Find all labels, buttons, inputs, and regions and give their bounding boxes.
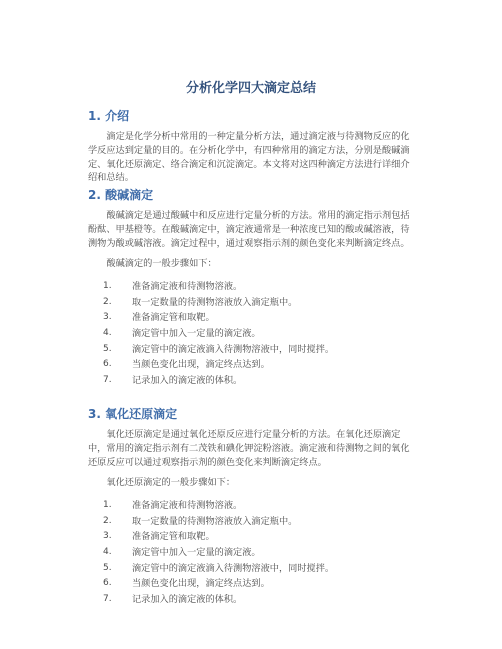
paragraph: 滴定是化学分析中常用的一种定量分析方法，通过滴定液与待测物反应的化学反应达到定量的目的。在分析化学中，有四种常用的滴定方法，分别是酸碱滴定、氧化还原滴定、络合滴定和沉淀滴定。本文将对这四种滴定方法进行详细介绍和总结。: [88, 131, 410, 184]
section-heading: 1. 介绍: [88, 109, 130, 123]
list-item: [88, 514, 418, 530]
list-item: [88, 342, 418, 358]
list-item-text: 记录加入的滴定液的体积。: [132, 374, 243, 386]
steps-list: [88, 279, 418, 388]
list-number: 4.: [103, 327, 112, 338]
list-item: [88, 576, 418, 592]
list-item: [88, 279, 418, 295]
list-item-text: 滴定管中加入一定量的滴定液。: [132, 327, 261, 339]
document-title: 分析化学四大滴定总结: [185, 81, 316, 96]
section-introduction: [88, 108, 418, 185]
list-item: [88, 529, 418, 545]
section-acid-base-titration: [88, 187, 418, 388]
list-number: 2.: [103, 296, 112, 307]
list-item: [88, 592, 418, 608]
section-redox-titration: [88, 406, 418, 607]
list-item-text: 取一定数量的待测物溶液放入滴定瓶中。: [132, 296, 298, 308]
list-item-text: 准备滴定液和待测物溶液。: [132, 281, 243, 293]
list-number: 7.: [103, 593, 112, 604]
list-item: [88, 561, 418, 577]
list-number: 6.: [103, 578, 112, 589]
list-item-text: 记录加入的滴定液的体积。: [132, 593, 243, 605]
list-item: [88, 545, 418, 561]
list-number: 4.: [103, 546, 112, 557]
list-number: 2.: [103, 515, 112, 526]
list-item: [88, 373, 418, 389]
list-number: 6.: [103, 359, 112, 370]
list-number: 7.: [103, 374, 112, 385]
list-item: [88, 498, 418, 514]
list-number: 3.: [103, 312, 112, 323]
list-item: [88, 357, 418, 373]
list-item: [88, 295, 418, 311]
steps-list: [88, 498, 418, 607]
list-item-text: 滴定管中加入一定量的滴定液。: [132, 546, 261, 558]
section-heading: 3. 氧化还原滴定: [88, 407, 178, 421]
list-number: 5.: [103, 562, 112, 573]
list-item-text: 滴定管中的滴定液滴入待测物溶液中，同时搅拌。: [132, 343, 335, 355]
paragraph: 酸碱滴定是通过酸碱中和反应进行定量分析的方法。常用的滴定指示剂包括酚酞、甲基橙等。在酸碱滴定中，滴定液通常是一种浓度已知的酸或碱溶液，待测物为酸或碱溶液。滴定过程中，通过观察指示剂的颜色变化来判断滴定终点。: [88, 210, 410, 249]
list-number: 5.: [103, 343, 112, 354]
list-item-text: 准备滴定管和取靶。: [132, 531, 215, 543]
list-item-text: 准备滴定液和待测物溶液。: [132, 500, 243, 512]
section-heading: 2. 酸碱滴定: [88, 188, 154, 202]
list-item-text: 滴定管中的滴定液滴入待测物溶液中，同时搅拌。: [132, 562, 335, 574]
list-item-text: 当颜色变化出现，滴定终点达到。: [132, 359, 270, 371]
paragraph: 酸碱滴定的一般步骤如下：: [106, 258, 217, 270]
list-item: [88, 326, 418, 342]
list-item-text: 当颜色变化出现，滴定终点达到。: [132, 578, 270, 590]
paragraph: 氧化还原滴定的一般步骤如下：: [106, 477, 236, 489]
list-number: 1.: [103, 281, 112, 292]
list-item-text: 准备滴定管和取靶。: [132, 312, 215, 324]
list-number: 1.: [103, 500, 112, 511]
paragraph: 氧化还原滴定是通过氧化还原反应进行定量分析的方法。在氧化还原滴定中，常用的滴定指示剂有二茂铁和碘化钾淀粉溶液。滴定液和待测物之间的氧化还原反应可以通过观察指示剂的颜色变化来判断滴定终点。: [88, 429, 410, 468]
list-item-text: 取一定数量的待测物溶液放入滴定瓶中。: [132, 515, 298, 527]
list-number: 3.: [103, 531, 112, 542]
list-item: [88, 310, 418, 326]
